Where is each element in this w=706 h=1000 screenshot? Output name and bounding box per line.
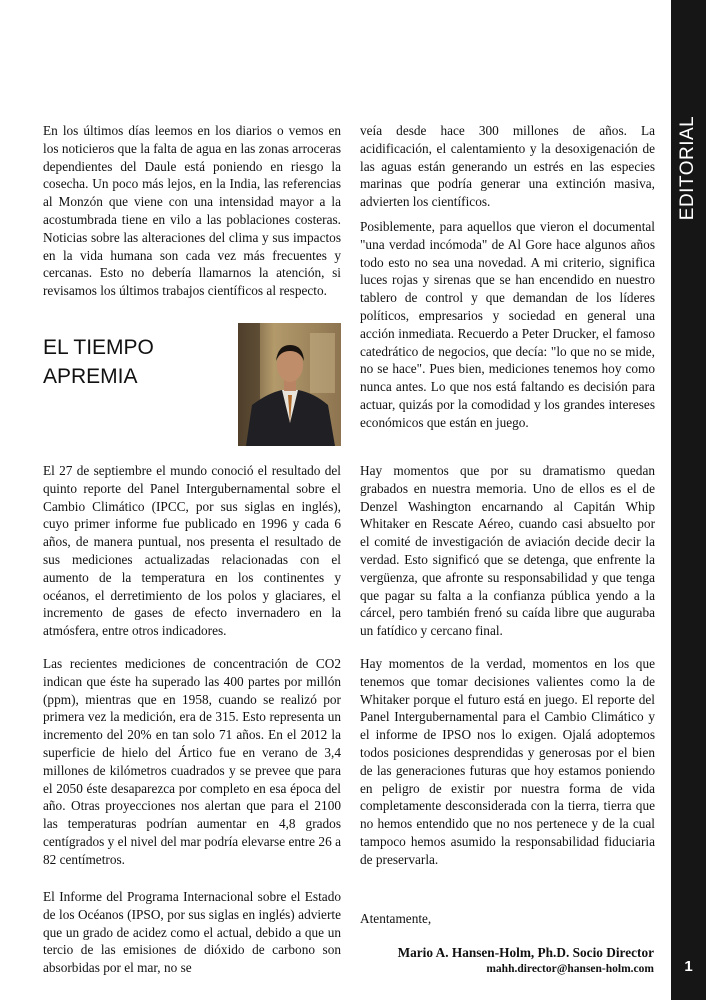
title-line-2: APREMIA xyxy=(43,365,138,388)
left-paragraph-1: En los últimos días leemos en los diarios o vemos en los noticieros que la falta de agua en las zonas arroceras dependientes del Daule está poniendo en riesgo la cosecha. Un poco más lejos, en la India, las referencias al Monzón que viene con una intensidad mayor a la acostumbrada tiene en vilo a las poblaciones costeras. Noticias sobre las alteraciones del clima y sus impactos en la vida humana son cada vez más frecuentes y cercanas. Esto no debería llamarnos la atención, si revisamos los últimos trabajos científicos al respecto. xyxy=(43,123,341,299)
section-label: EDITORIAL xyxy=(677,115,698,221)
right-paragraph-4: Hay momentos de la verdad, momentos en los que tenemos que tomar decisiones valientes como la de Whitaker porque el futuro está en juego. El reporte del Panel Intergubernamental para el Cambio Climático y el informe de IPSO nos lo exigen. Ojalá adoptemos todos posiciones desprendidas y generosas por el bien de las generaciones futuras que hoy estamos poniendo en peligro de existir por nuestra forma de vida completamente desconsiderada con la tierra, tierra que no hemos entendido que no nos pertenece y de la cual tampoco hemos asumido la responsabilidad fiduciaria de preservarla. xyxy=(360,656,655,867)
article-title xyxy=(43,333,223,391)
closing-salutation: Atentamente, xyxy=(360,911,432,926)
author-email: mahh.director@hansen-holm.com xyxy=(486,963,654,975)
author-signature: Mario A. Hansen-Holm, Ph.D. Socio Director xyxy=(397,945,654,960)
author-portrait xyxy=(238,323,341,446)
page-number: 1 xyxy=(684,958,693,975)
right-paragraph-1: veía desde hace 300 millones de años. La acidificación, el calentamiento y la desoxigenación de las aguas están generando un estrés en las especies marinas que podría generar una extinción masiva, advierten los científicos. xyxy=(360,123,655,210)
left-paragraph-2: El 27 de septiembre el mundo conoció el resultado del quinto reporte del Panel Intergubernamental sobre el Cambio Climático (IPCC, por sus siglas en inglés), cuyo primer informe fue publicado en 1996 y cada 6 años, de manera puntual, nos presenta el resultado de sus mediciones actualizadas relacionadas con el aumento de la temperatura en los continentes y océanos, el derretimiento de los polos y glaciares, el incremento de gases de efecto invernadero en la atmósfera, entre otros indicadores. xyxy=(43,463,341,639)
left-paragraph-4: El Informe del Programa Internacional sobre el Estado de los Océanos (IPSO, por sus siglas en inglés) advierte que un grado de acidez como el actual, debido a que un tercio de las emisiones de dióxido de carbono son absorbidas por el mar, no se xyxy=(43,889,341,976)
right-paragraph-3: Hay momentos que por su dramatismo quedan grabados en nuestra memoria. Uno de ellos es el de Denzel Washington encarnando al Capitán Whip Whitaker en Rescate Aéreo, cuando casi absuelto por el comité de investigación de aviación decide decir la verdad. Esto significó que se detenga, que enfrente la vergüenza, que afronte su responsabilidad y que tenga que pagar su falta a la confianza pública yendo a la cárcel, pero también frenó su caída libre que auguraba un fatídico y cercano final. xyxy=(360,463,655,639)
right-paragraph-2: Posiblemente, para aquellos que vieron el documental "una verdad incómoda" de Al Gore hace algunos años todo esto no sea una novedad. A mi criterio, significa luces rojas y sirenas que se han encendido en nuestro tablero de control y que demandan de los líderes políticos, empresarios y sociedad en general una acción inmediata. Recuerdo a Peter Drucker, el famoso catedrático de negocios, que decía: "lo que no se mide, no se hace". Pues bien, mediciones tenemos hoy como nunca antes. Lo que nos está faltando es decisión para actuar, quizás por la comodidad y los grandes intereses económicos que están en juego. xyxy=(360,219,655,430)
title-line-1: EL TIEMPO xyxy=(43,336,154,359)
left-paragraph-3: Las recientes mediciones de concentración de CO2 indican que éste ha superado las 400 partes por millón (ppm), mientras que en 1958, cuando se realizó por primera vez la medición, era de 315. Esto representa un incremento del 20% en tan solo 71 años. En el 2012 la superficie de hielo del Ártico fue en verano de 3,4 millones de kilómetros cuadrados y se prevee que para el 2050 éste desaparezca por completo en esa época del año. Otras proyecciones nos alertan que para el 2100 las temperaturas podrían aumentar en 4,8 grados centígrados y el nivel del mar podría elevarse entre 26 a 82 centímetros. xyxy=(43,656,341,867)
